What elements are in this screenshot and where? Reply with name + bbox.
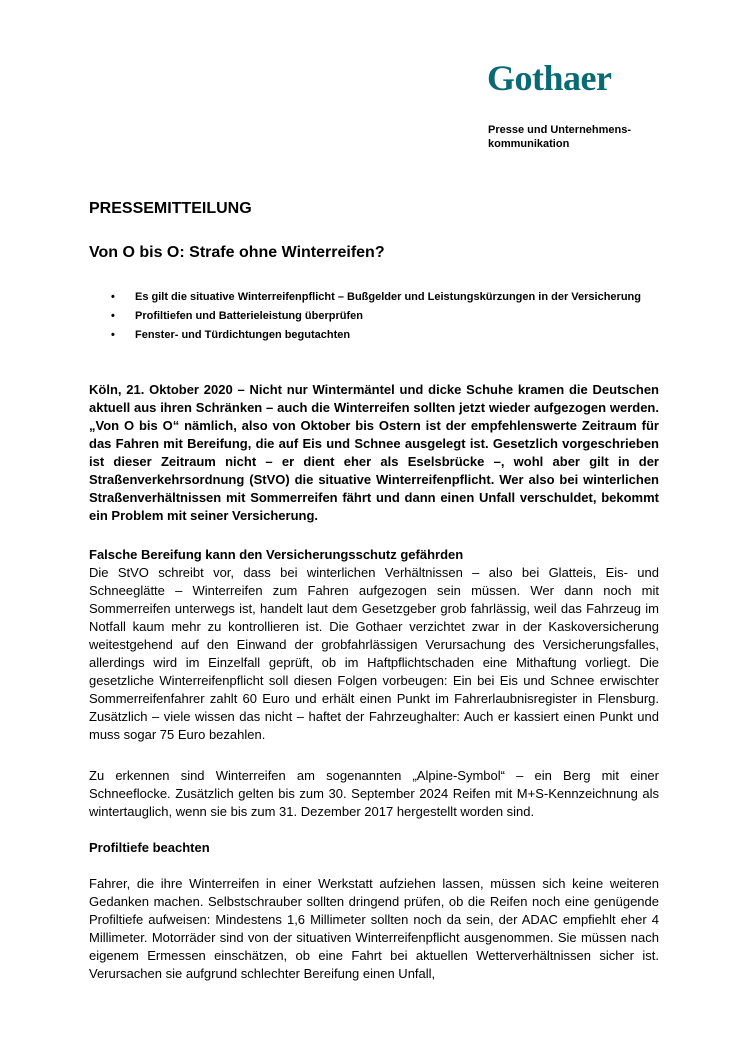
bullet-item: • Es gilt die situative Winterreifenpflicht – Bußgelder und Leistungskürzungen in der Versicherung [89,290,659,305]
body-paragraph: Zu erkennen sind Winterreifen am sogenannten „Alpine-Symbol“ – ein Berg mit einer Schneeflocke. Zusätzlich gelten bis zum 30. September 2024 Reifen mit M+S-Kennzeichnung als wintertauglich, wenn sie bis zum 31. Dezember 2017 hergestellt worden sind. [89,768,659,819]
gothaer-logo: Gothaer [487,58,612,98]
headline: Von O bis O: Strafe ohne Winterreifen? [89,244,385,261]
summary-bullets [89,290,659,347]
section-heading: Falsche Bereifung kann den Versicherungsschutz gefährden [89,547,464,562]
department-label: Presse und Unternehmens-kommunikation [488,124,632,150]
bullet-item: • Profiltiefen und Batterieleistung überprüfen [89,309,659,324]
body-paragraph: Die StVO schreibt vor, dass bei winterlichen Verhältnissen – also bei Glatteis, Eis- und Schneeglätte – Winterreifen zum Fahren aufgezogen sein müssen. Wer dann noch mit Sommerreifen unterwegs ist, handelt laut dem Gesetzgeber grob fahrlässig, weil das Fahrzeug im Notfall kaum mehr zu kontrollieren ist. Die Gothaer verzichtet zwar in der Kaskoversicherung weitestgehend auf den Einwand der grobfahrlässigen Verursachung des Versicherungsfalles, allerdings wird im Einzelfall geprüft, ob im Haftpflichtschaden eine Mithaftung vorliegt. Die gesetzliche Winterreifenpflicht soll diesen Folgen vorbeugen: Ein bei Eis und Schnee erwischter Sommerreifenfahrer zahlt 60 Euro und erhält einen Punkt im Fahrerlaubnisregister in Flensburg. Zusätzlich – viele wissen das nicht – haftet der Fahrzeughalter: Auch er kassiert einen Punkt und muss sogar 75 Euro bezahlen. [89,565,659,742]
document-kicker: PRESSEMITTEILUNG [89,200,252,217]
body-paragraph: Fahrer, die ihre Winterreifen in einer Werkstatt aufziehen lassen, müssen sich keine weiteren Gedanken machen. Selbstschrauber sollten dringend prüfen, ob die Reifen noch eine genügende Profiltiefe aufweisen: Mindestens 1,6 Millimeter sollten noch da sein, der ADAC empfiehlt eher 4 Millimeter. Motorräder sind von der situativen Winterreifenpflicht ausgenommen. Sie müssen nach eigenem Ermessen einschätzen, ob eine Fahrt bei aktuellen Wetterverhältnissen sicher ist. Verursachen sie aufgrund schlechter Bereifung einen Unfall, [89,876,659,981]
lead-paragraph: Köln, 21. Oktober 2020 – Nicht nur Wintermäntel und dicke Schuhe kramen die Deutschen aktuell aus ihren Schränken – auch die Winterreifen sollten jetzt wieder aufgezogen werden. „Von O bis O“ nämlich, also von Oktober bis Ostern ist der empfehlenswerte Zeitraum für das Fahren mit Bereifung, die auf Eis und Schnee ausgelegt ist. Gesetzlich vorgeschrieben ist dieser Zeitraum nicht – er dient eher als Eselsbrücke –, wohl aber gilt in der Straßenverkehrsordnung (StVO) die situative Winterreifenpflicht. Wer also bei winterlichen Straßenverhältnissen mit Sommerreifen fährt und dann einen Unfall verschuldet, bekommt ein Problem mit seiner Versicherung. [89,382,659,523]
bullet-item: • Fenster- und Türdichtungen begutachten [89,328,659,343]
section-heading: Profiltiefe beachten [89,840,210,855]
